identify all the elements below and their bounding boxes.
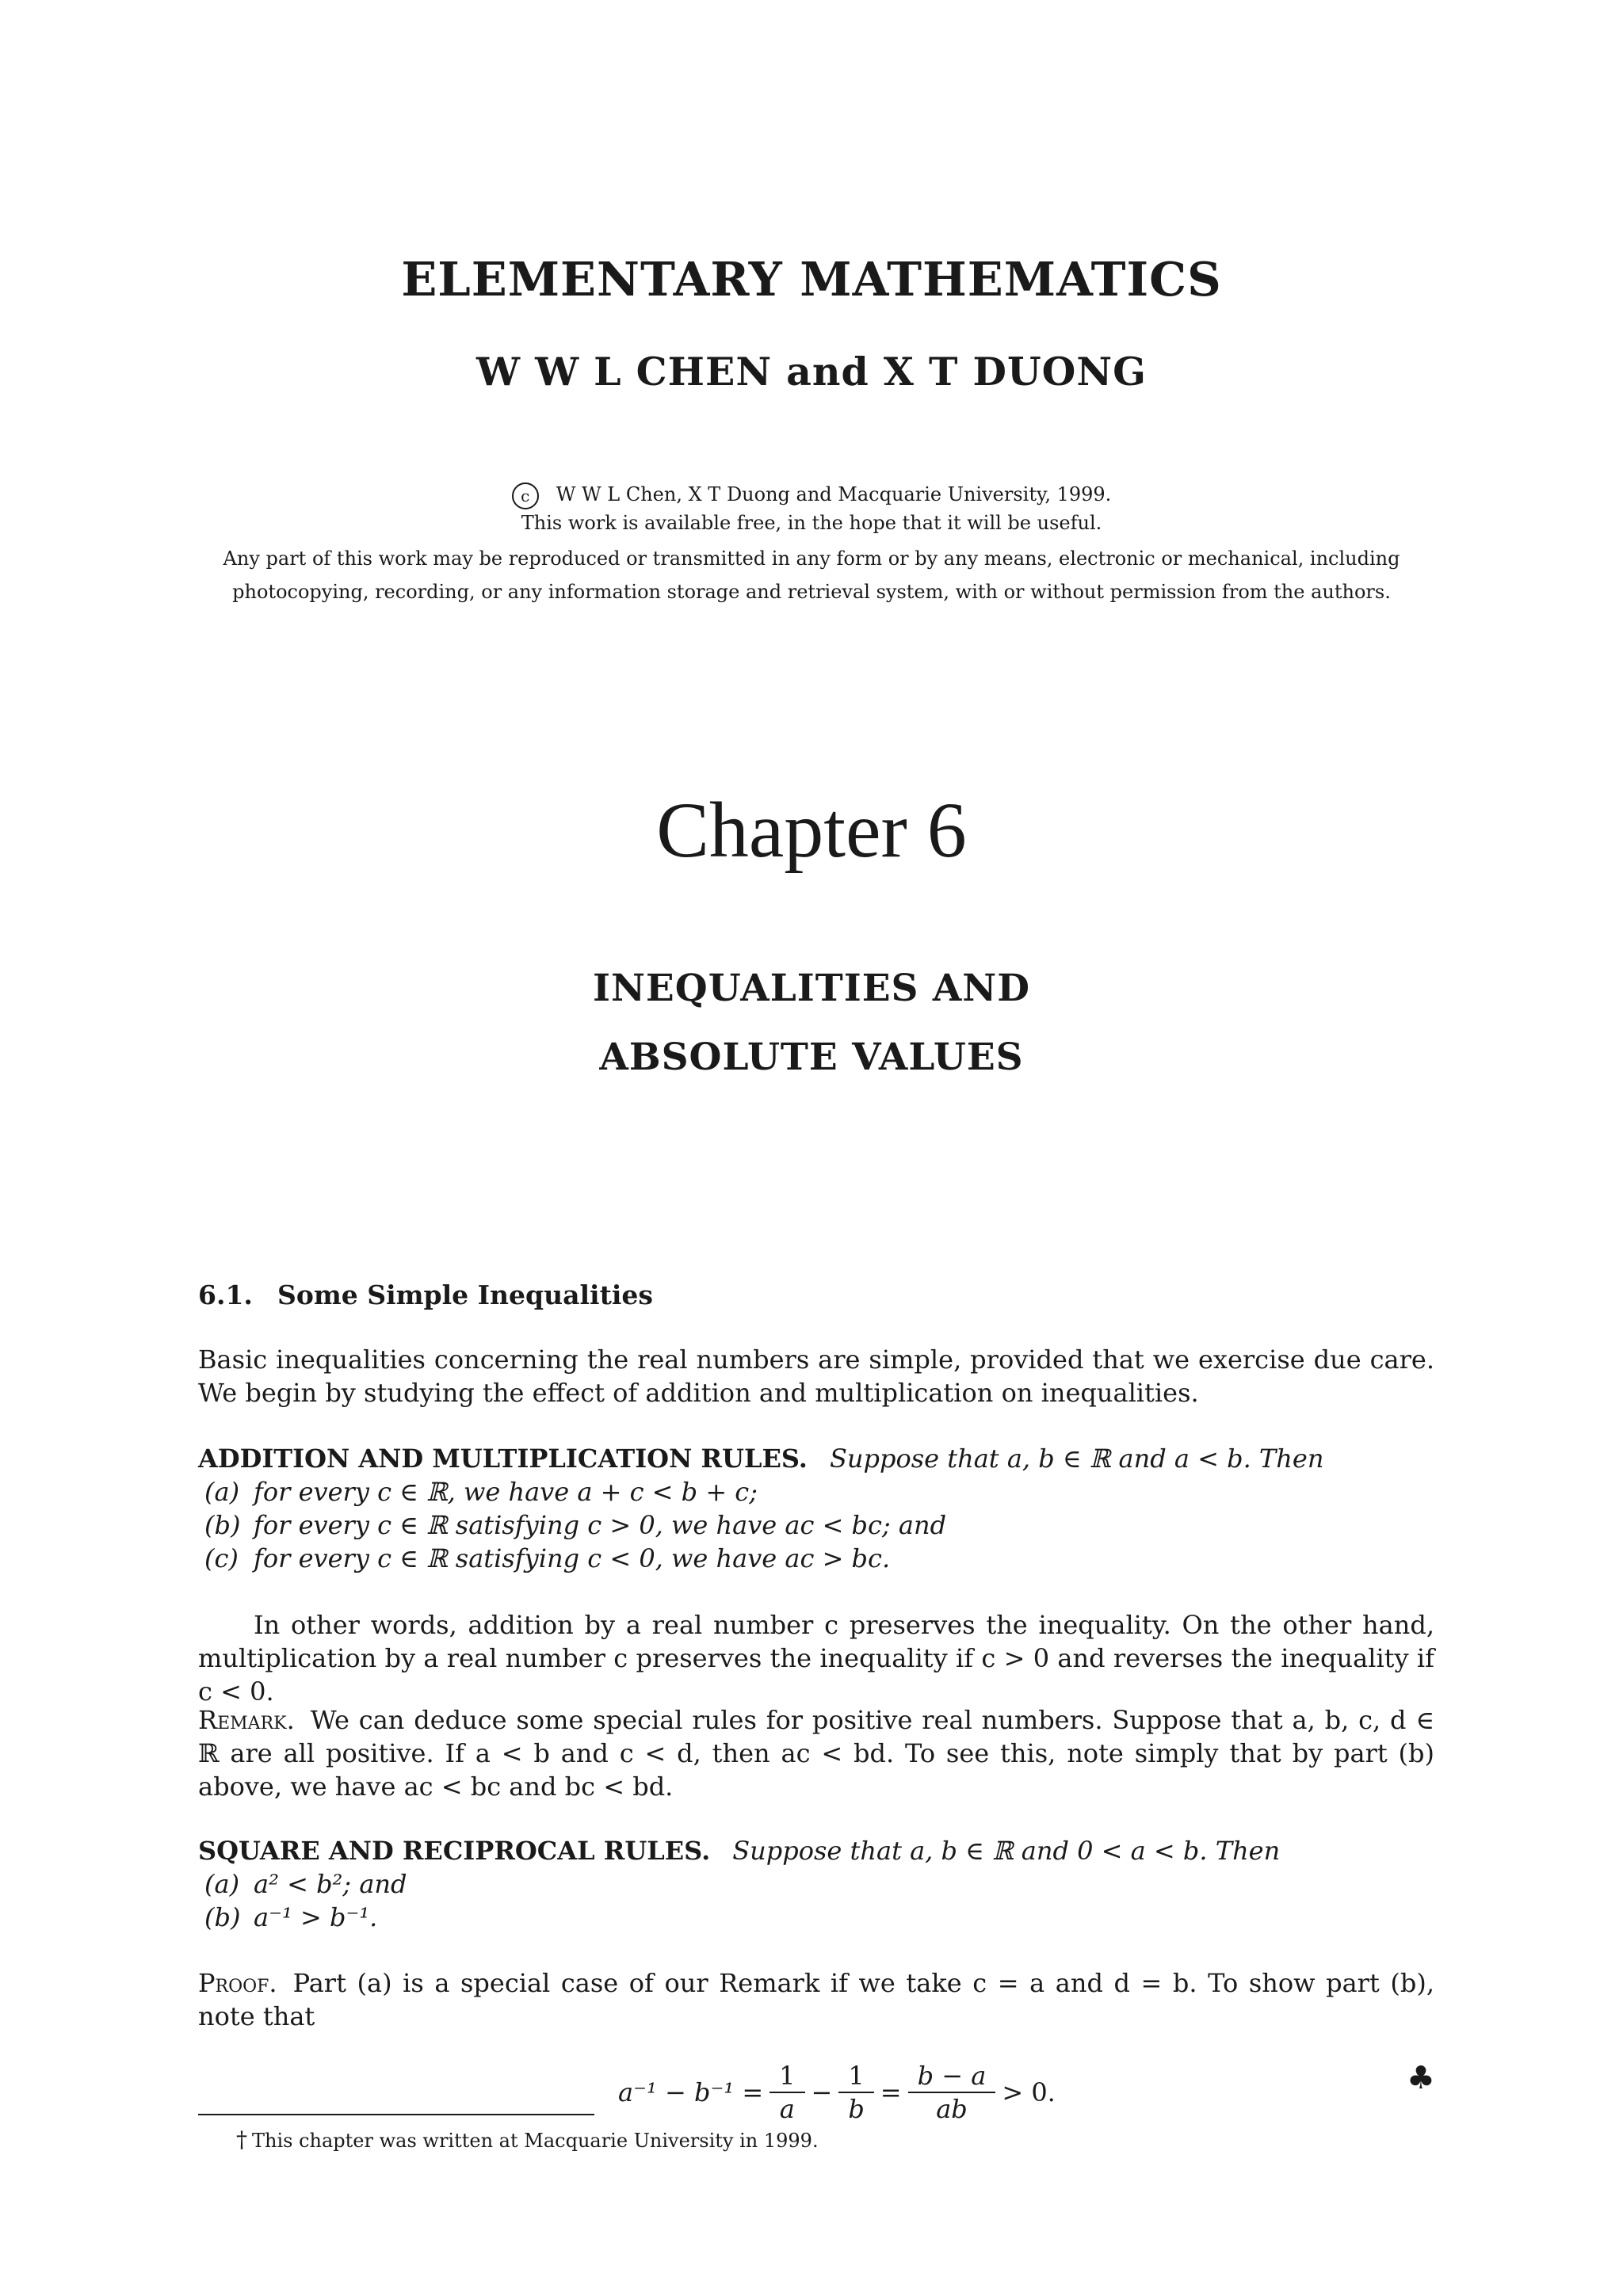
- rule-heading: SQUARE AND RECIPROCAL RULES.: [198, 1836, 711, 1866]
- other-words-paragraph: In other words, addition by a real number c preserves the inequality. On the other hand, multiplication by a real number c preserves the inequality if c > 0 and reverses the inequality if c < 0.: [198, 1610, 1434, 1707]
- intro-paragraph: Basic inequalities concerning the real numbers are simple, provided that we exercise due care. We begin by studying the effect of addition and multiplication on inequalities.: [198, 1344, 1434, 1408]
- proof-paragraph: [198, 1966, 1434, 2033]
- rule-statement: Suppose that a, b ∈ ℝ and 0 < a < b. Then: [732, 1836, 1281, 1866]
- numerator: 1: [779, 2061, 796, 2091]
- item-label: (a): [204, 1477, 240, 1507]
- book-title: ELEMENTARY MATHEMATICS: [401, 252, 1222, 307]
- equals-sign: =: [880, 2077, 902, 2107]
- item-text: a⁻¹ > b⁻¹.: [254, 1902, 378, 1932]
- remark-label: Remark.: [198, 1705, 295, 1735]
- fraction: [913, 2060, 991, 2125]
- copyright-line-3: Any part of this work may be reproduced or transmitted in any form or by any means, electronic or mechanical, including: [223, 547, 1400, 570]
- item-label: (b): [204, 1510, 241, 1540]
- denominator: a: [779, 2094, 795, 2124]
- section-heading: [198, 1280, 653, 1310]
- copyright-icon: c: [512, 482, 539, 509]
- equation-lhs: a⁻¹ − b⁻¹ =: [618, 2077, 764, 2107]
- copyright-text: W W L Chen, X T Duong and Macquarie University, 1999.: [556, 483, 1112, 505]
- copyright-line-4: photocopying, recording, or any information storage and retrieval system, with or without permission from the authors.: [232, 581, 1391, 603]
- item-label: (c): [204, 1543, 239, 1573]
- dagger-icon: †: [236, 2126, 247, 2153]
- denominator: b: [848, 2094, 865, 2124]
- numerator: 1: [848, 2061, 865, 2091]
- fraction: [843, 2060, 869, 2125]
- numerator: b − a: [917, 2061, 987, 2091]
- display-equation: [618, 2060, 1056, 2125]
- section-number: 6.1.: [198, 1280, 253, 1310]
- chapter-label: Chapter 6: [656, 786, 967, 874]
- chapter-title-line-1: INEQUALITIES AND: [592, 967, 1031, 1010]
- item-text: a² < b²; and: [254, 1869, 407, 1899]
- rule-square-reciprocal: [198, 1834, 1280, 1867]
- copyright-line-2: This work is available free, in the hope that it will be useful.: [521, 512, 1102, 534]
- rule-statement: Suppose that a, b ∈ ℝ and a < b. Then: [829, 1444, 1324, 1474]
- section-title: Some Simple Inequalities: [277, 1280, 653, 1310]
- item-text: for every c ∈ ℝ satisfying c < 0, we have ac > bc.: [254, 1543, 891, 1573]
- footnote-text: This chapter was written at Macquarie University in 1999.: [252, 2130, 819, 2152]
- minus-sign: −: [811, 2077, 833, 2107]
- item-label: (a): [204, 1869, 240, 1899]
- club-qed-icon: ♣: [1407, 2060, 1435, 2096]
- book-authors: W W L CHEN and X T DUONG: [475, 349, 1148, 395]
- chapter-title-line-2: ABSOLUTE VALUES: [599, 1035, 1024, 1079]
- fraction: [774, 2060, 800, 2125]
- remark-paragraph: [198, 1703, 1434, 1803]
- item-label: (b): [204, 1902, 241, 1932]
- rule-item: [204, 1542, 890, 1575]
- item-text: for every c ∈ ℝ satisfying c > 0, we have ac < bc; and: [254, 1510, 947, 1540]
- equation-rhs: > 0.: [1002, 2077, 1056, 2107]
- proof-label: Proof.: [198, 1968, 277, 1998]
- proof-text: Part (a) is a special case of our Remark if we take c = a and d = b. To show part (b), note that: [198, 1968, 1434, 2031]
- rule-item: [204, 1508, 946, 1542]
- item-text: for every c ∈ ℝ, we have a + c < b + c;: [254, 1477, 758, 1507]
- footnote: [236, 2126, 819, 2153]
- copyright-line-1: [0, 481, 1623, 509]
- denominator: ab: [936, 2094, 968, 2124]
- rule-item: [204, 1475, 758, 1508]
- rule-addition-multiplication: [198, 1442, 1323, 1475]
- remark-text: We can deduce some special rules for positive real numbers. Suppose that a, b, c, d ∈ ℝ are all positive. If a < b and c < d, then ac < bd. To see this, note simply that by part (b) above, we have ac < bc and bc < bd.: [198, 1705, 1434, 1802]
- rule-heading: ADDITION AND MULTIPLICATION RULES.: [198, 1444, 808, 1474]
- footnote-rule: [198, 2114, 594, 2115]
- rule-item: [204, 1867, 407, 1901]
- rule-item: [204, 1901, 377, 1934]
